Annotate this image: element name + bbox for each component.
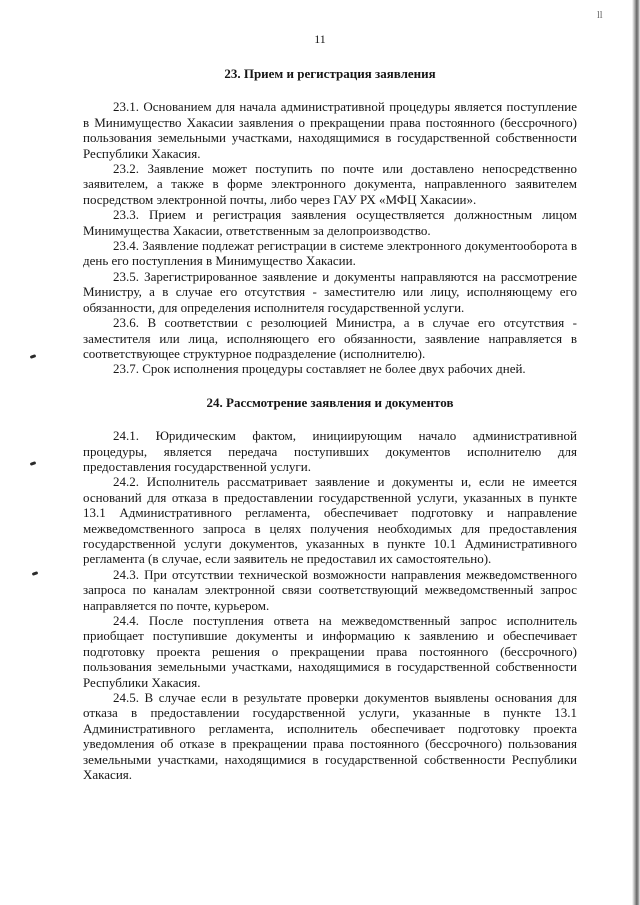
paragraph-23-3: 23.3. Прием и регистрация заявления осуществляется должностным лицом Минимущества Хакасии, ответственным за делопроизводство.: [83, 207, 577, 238]
paragraph-23-2: 23.2. Заявление может поступить по почте или доставлено непосредственно заявителем, а также в форме электронного документа, направленного заявителем посредством электронной почты, либо через ГАУ РХ «МФЦ Хакасии».: [83, 161, 577, 207]
paragraph-24-4: 24.4. После поступления ответа на межведомственный запрос исполнитель приобщает поступившие документы и информацию к заявлению и обеспечивает подготовку проекта решения о прекращении права постоянного (бессрочного) пользования земельными участками, находящимися в государственной собственности Республики Хакасия.: [83, 613, 577, 690]
paragraph-23-1: 23.1. Основанием для начала административной процедуры является поступление в Минимущество Хакасии заявления о прекращении права постоянного (бессрочного) пользования земельными участками, находящимися в государственной собственности Республики Хакасия.: [83, 99, 577, 161]
scan-edge: [632, 0, 640, 905]
section-24-heading: 24. Рассмотрение заявления и документов: [206, 394, 454, 410]
scan-speck: [30, 354, 37, 359]
paragraph-24-1: 24.1. Юридическим фактом, инициирующим начало административной процедуры, является передача поступивших документов исполнителю для предоставления государственной услуги.: [83, 428, 577, 474]
paragraph-23-4: 23.4. Заявление подлежат регистрации в системе электронного документооборота в день его поступления в Минимущество Хакасии.: [83, 238, 577, 269]
paragraph-24-5: 24.5. В случае если в результате проверки документов выявлены основания для отказа в предоставлении государственной услуги, указанные в пункте 13.1 Административного регламента, исполнитель обеспечивает подготовку проекта уведомления об отказе в прекращении права постоянного (бессрочного) пользования земельными участками, находящимися в государственной собственности Республики Хакасия.: [83, 690, 577, 783]
paragraph-23-5: 23.5. Зарегистрированное заявление и документы направляются на рассмотрение Министру, а в случае его отсутствия - заместителю или лицу, исполняющему его обязанности, для определения исполнителя государственной услуги.: [83, 268, 577, 315]
page-number: 11: [314, 32, 326, 46]
scan-speck: [32, 571, 39, 576]
scan-speck: [30, 461, 37, 466]
paragraph-23-6: 23.6. В соответствии с резолюцией Министра, а в случае его отсутствия - заместителя или лица, исполняющего его обязанности, заявление направляется в соответствующее структурное подразделение (исполнителю).: [83, 315, 577, 361]
paragraph-24-2: 24.2. Исполнитель рассматривает заявление и документы и, если не имеется оснований для отказа в предоставлении государственной услуги, указанных в пункте 13.1 Административного регламента, обеспечивает подготовку и направление межведомственного запроса в целях получения необходимых для предоставления государственной услуги документов, указанных в пункте 10.1 Административного регламента (в случае, если заявитель не предоставил их самостоятельно).: [83, 474, 577, 567]
document-body: [83, 66, 577, 782]
paragraph-23-7: 23.7. Срок исполнения процедуры составляет не более двух рабочих дней.: [113, 361, 526, 377]
corner-mark: ll: [597, 10, 603, 21]
paragraph-24-3: 24.3. При отсутствии технической возможности направления межведомственного запроса по каналам электронной связи соответствующий межведомственный запрос направляется по почте, курьером.: [83, 566, 577, 613]
section-23-heading: 23. Прием и регистрация заявления: [224, 66, 436, 81]
